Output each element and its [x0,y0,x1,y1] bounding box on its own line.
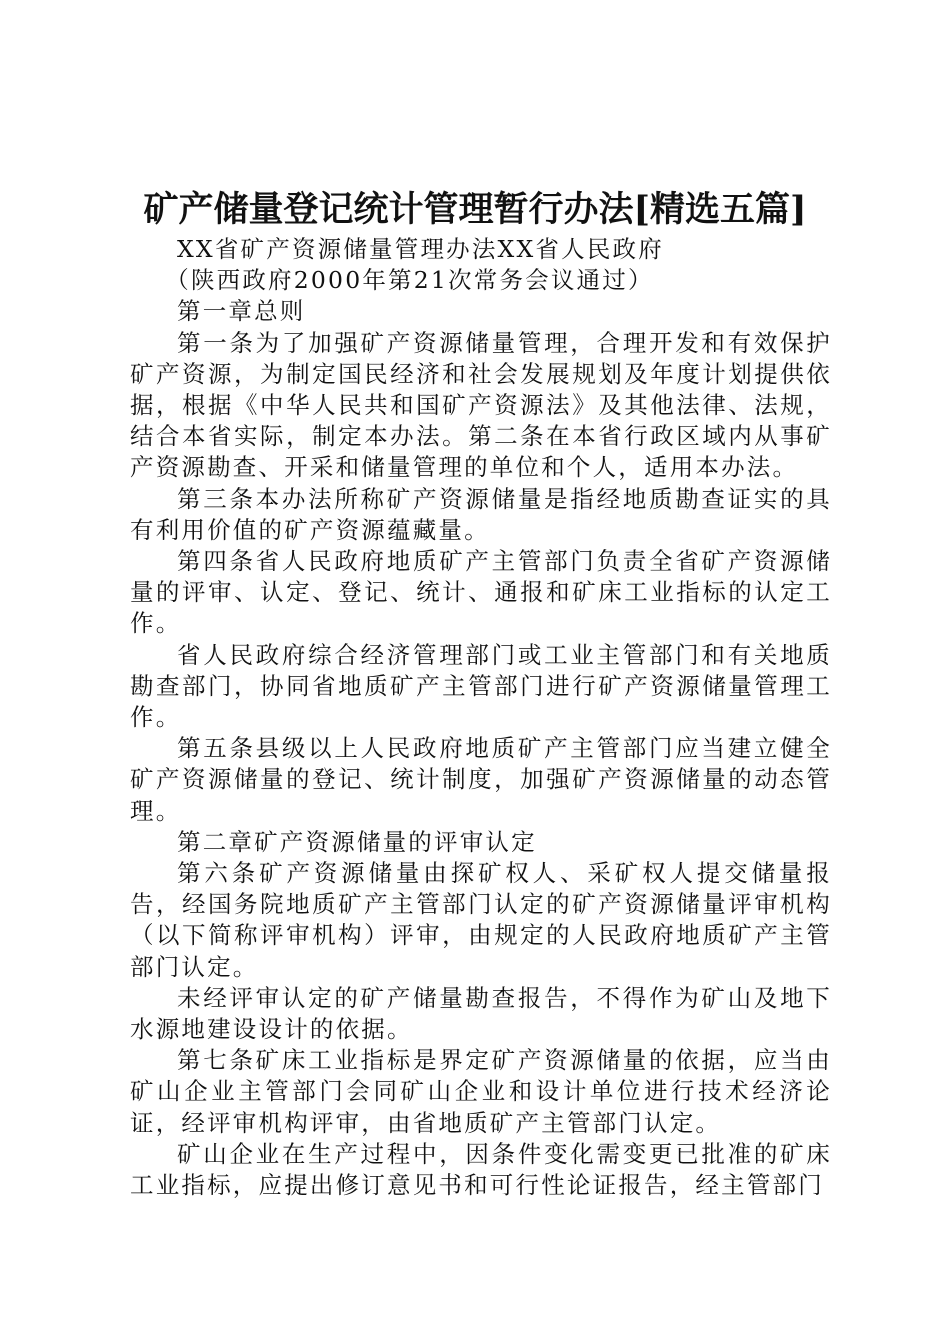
paragraph-approval-note: （陕西政府2000年第21次常务会议通过） [165,266,654,295]
paragraph-article-4: 第四条省人民政府地质矿产主管部门负责全省矿产资源储量的评审、认定、登记、统计、通报和矿床工业指标的认定工作。 [130,547,832,638]
paragraph-article-4-cont: 省人民政府综合经济管理部门或工业主管部门和有关地质勘查部门，协同省地质矿产主管部门进行矿产资源储量管理工作。 [130,640,832,732]
document-title: 矿产储量登记统计管理暂行办法[精选五篇] [143,189,807,230]
paragraph-article-1-2: 第一条为了加强矿产资源储量管理，合理开发和有效保护矿产资源，为制定国民经济和社会发展规划及年度计划提供依据，根据《中华人民共和国矿产资源法》及其他法律、法规，结合本省实际，制定本办法。第二条在本省行政区域内从事矿产资源勘查、开采和储量管理的单位和个人，适用本办法。 [130,328,832,482]
paragraph-article-7-cont: 矿山企业在生产过程中，因条件变化需变更已批准的矿床工业指标，应提出修订意见书和可行性论证报告，经主管部门 [130,1139,832,1200]
paragraph-article-5: 第五条县级以上人民政府地质矿产主管部门应当建立健全矿产资源储量的登记、统计制度，加强矿产资源储量的动态管理。 [130,734,832,825]
paragraph-article-6-cont: 未经评审认定的矿产储量勘查报告，不得作为矿山及地下水源地建设设计的依据。 [130,983,832,1044]
paragraph-chapter-1-heading: 第一章总则 [177,297,306,326]
paragraph-article-6: 第六条矿产资源储量由探矿权人、采矿权人提交储量报告，经国务院地质矿产主管部门认定的矿产资源储量评审机构（以下简称评审机构）评审，由规定的人民政府地质矿产主管部门认定。 [130,859,832,981]
document-body [130,234,832,1201]
paragraph-article-3: 第三条本办法所称矿产资源储量是指经地质勘查证实的具有利用价值的矿产资源蕴藏量。 [130,484,832,544]
paragraph-article-7: 第七条矿床工业指标是界定矿产资源储量的依据，应当由矿山企业主管部门会同矿山企业和设计单位进行技术经济论证，经评审机构评审，由省地质矿产主管部门认定。 [130,1046,832,1137]
paragraph-subtitle: XX省矿产资源储量管理办法XX省人民政府 [177,235,664,263]
paragraph-chapter-2-heading: 第二章矿产资源储量的评审认定 [177,827,537,856]
